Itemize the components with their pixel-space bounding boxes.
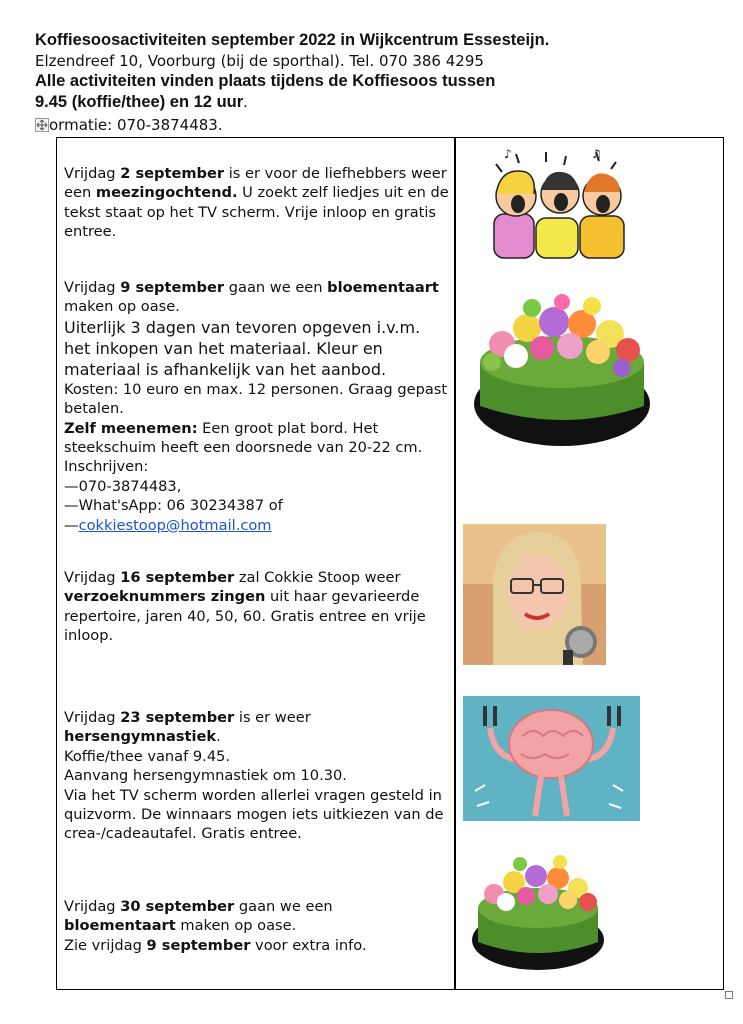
a2-text2: maken op oase. xyxy=(64,298,180,316)
a5-text: gaan we een xyxy=(234,898,333,915)
a3-text: zal Cokkie Stoop weer xyxy=(234,569,401,586)
a2-bring-text: Een groot plat bord. Het steekschuim heeft een doorsnede van 20-22 cm. xyxy=(64,419,423,457)
a2-signup-deadline: Uiterlijk 3 dagen van tevoren opgeven i.v.m. het inkopen van het materiaal. Kleur en materiaal is afhankelijk van het aanbod. xyxy=(64,317,421,379)
a4-text2: . xyxy=(216,728,221,746)
a4-coffee: Koffie/thee vanaf 9.45. xyxy=(64,747,231,765)
brain-lifting-cartoon xyxy=(463,696,640,821)
time-range: 9.45 (koffie/thee) en 12 uur xyxy=(35,93,244,111)
a2-date: 9 september xyxy=(120,279,225,296)
info-line xyxy=(35,115,223,135)
activity-30-september xyxy=(64,897,449,955)
info-text: ormatie: 070-3874483. xyxy=(49,116,223,134)
a4-description: Via het TV scherm worden allerlei vragen gesteld in quizvorm. De winnaars mogen iets uitkiezen van de crea-/cadeautafel. Gratis entree. xyxy=(64,786,444,843)
a4-text: is er weer xyxy=(234,709,311,726)
a5-text2: maken op oase. xyxy=(175,917,297,935)
a4-start: Aanvang hersengymnastiek om 10.30. xyxy=(64,767,347,785)
time-note-line-2 xyxy=(35,92,248,112)
activities-table xyxy=(56,137,724,990)
singer-portrait-photo xyxy=(463,524,606,665)
a1-text: is er voor de liefhebbers weer een xyxy=(64,165,447,202)
a5-date: 30 september xyxy=(120,898,235,915)
a3-bold: verzoeknummers zingen xyxy=(64,588,266,606)
a3-date: 16 september xyxy=(120,569,235,586)
a4-bold: hersengymnastiek xyxy=(64,728,217,746)
a2-bring-label: Zelf meenemen: xyxy=(64,419,198,437)
a2-dash: — xyxy=(64,516,79,534)
time-period: . xyxy=(243,93,248,111)
singers-cartoon xyxy=(486,144,636,260)
a5-bold: bloementaart xyxy=(64,917,176,935)
flower-cake-image-2 xyxy=(470,848,606,972)
a5-ref-date: 9 september xyxy=(146,936,251,954)
a3-day: Vrijdag xyxy=(64,569,121,586)
a1-text2: U zoekt zelf liedjes uit en de tekst staat op het TV scherm. Vrije inloop en gratis entree. xyxy=(64,184,449,241)
flower-cake-image xyxy=(472,284,652,448)
a2-signup-label: Inschrijven: xyxy=(64,458,149,476)
address-line: Elzendreef 10, Voorburg (bij de sporthal). Tel. 070 386 4295 xyxy=(35,52,484,70)
a2-bold: bloementaart xyxy=(327,279,439,296)
table-move-icon[interactable] xyxy=(35,118,49,132)
svg-text:♪: ♪ xyxy=(504,147,512,161)
activity-2-september xyxy=(64,164,449,242)
a1-date: 2 september xyxy=(120,165,225,182)
a3-text2: uit haar gevarieerde repertoire, jaren 40, 50, 60. Gratis entree en vrije inloop. xyxy=(64,588,426,645)
a2-whatsapp: —What'sApp: 06 30234387 of xyxy=(64,497,283,515)
table-resize-handle[interactable] xyxy=(725,991,733,999)
a4-day: Vrijdag xyxy=(64,709,121,726)
activity-23-september xyxy=(64,708,449,844)
a5-day: Vrijdag xyxy=(64,898,121,915)
time-note-line: Alle activiteiten vinden plaats tijdens de Koffiesoos tussen xyxy=(35,72,496,90)
a2-costs: Kosten: 10 euro en max. 12 personen. Graag gepast betalen. xyxy=(64,380,448,418)
a2-text: gaan we een xyxy=(224,279,328,296)
a5-extra: voor extra info. xyxy=(250,936,367,954)
a1-bold: meezingochtend. xyxy=(95,184,238,202)
email-link[interactable]: cokkiestoop@hotmail.com xyxy=(78,516,272,534)
svg-text:♫: ♫ xyxy=(591,147,602,161)
activity-16-september xyxy=(64,568,449,646)
document-title: Koffiesoosactiviteiten september 2022 in Wijkcentrum Essesteijn. xyxy=(35,31,550,49)
table-column-divider xyxy=(454,137,456,990)
activity-9-september xyxy=(64,278,449,535)
a1-day: Vrijdag xyxy=(64,165,121,182)
a2-day: Vrijdag xyxy=(64,279,121,296)
a2-phone: —070-3874483, xyxy=(64,477,182,495)
a4-date: 23 september xyxy=(120,709,235,726)
a5-see: Zie vrijdag xyxy=(64,936,147,954)
